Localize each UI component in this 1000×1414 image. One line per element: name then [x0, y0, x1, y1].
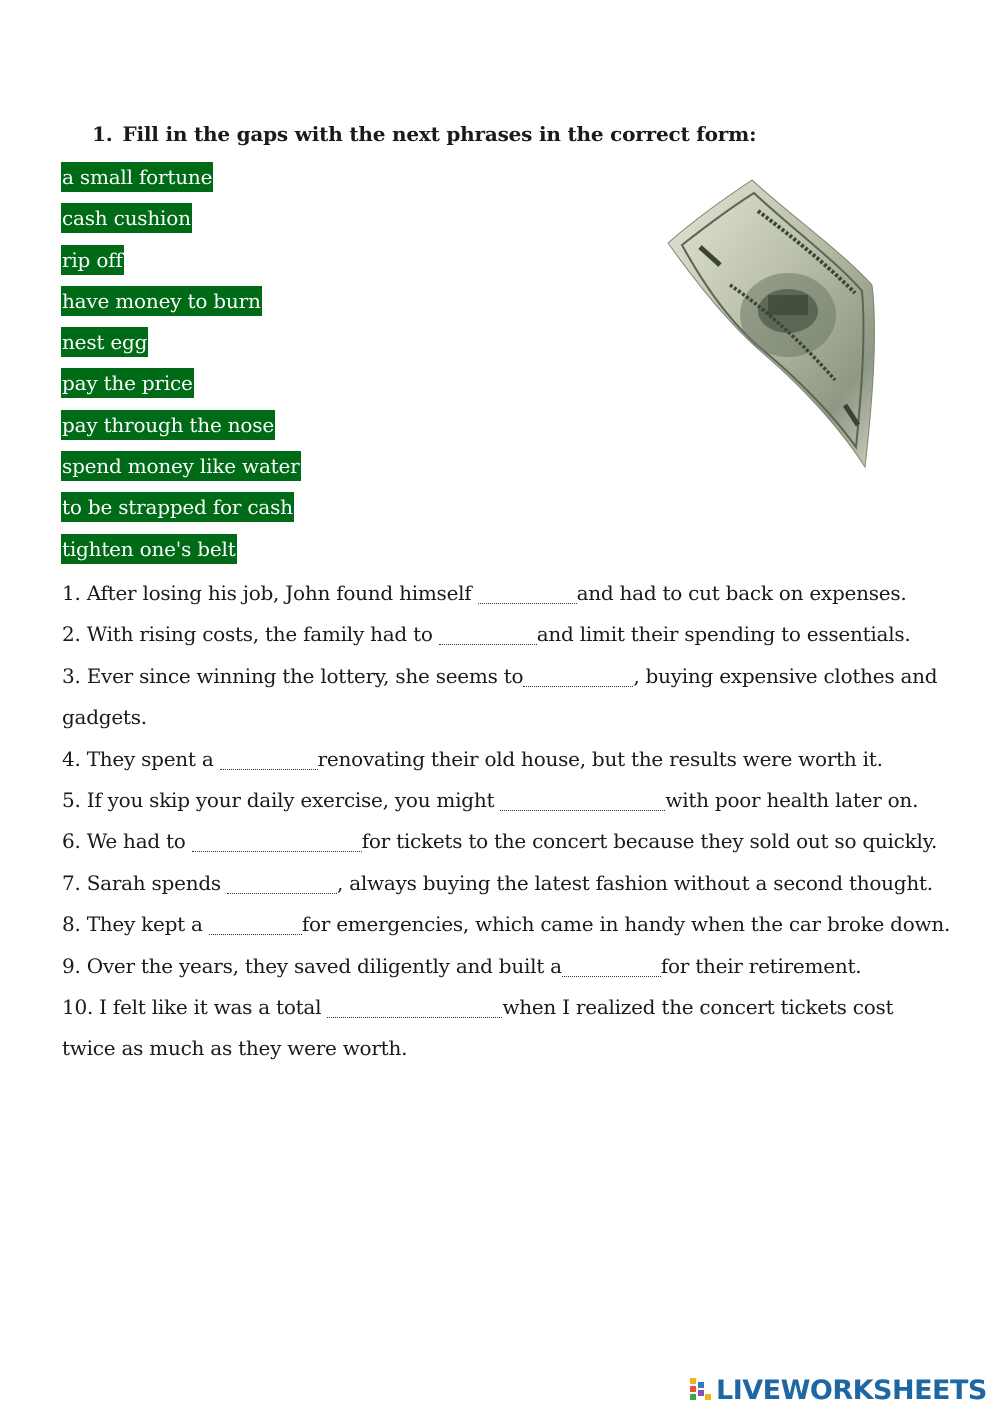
phrase-item	[61, 162, 301, 203]
phrase-highlight: a small fortune	[61, 162, 213, 192]
sentence-text-before: 9. Over the years, they saved diligently and built a	[62, 953, 562, 978]
answer-gap-input[interactable]	[209, 916, 302, 935]
phrase-item	[61, 451, 301, 492]
phrase-highlight: nest egg	[61, 327, 148, 357]
liveworksheets-logo	[690, 1374, 987, 1406]
sentence-text-after: when I realized the concert tickets cost twice as much as they were worth.	[62, 995, 894, 1061]
answer-gap-input[interactable]	[327, 999, 502, 1018]
sentence-list	[62, 573, 952, 1070]
phrase-highlight: pay the price	[61, 368, 194, 398]
phrase-item	[61, 286, 301, 327]
sentence-item	[62, 987, 952, 1070]
sentence-text-after: and had to cut back on expenses.	[576, 581, 907, 605]
sentence-text-before: 2. With rising costs, the family had to	[62, 622, 439, 647]
phrase-item	[61, 327, 301, 368]
phrase-highlight: have money to burn	[61, 286, 262, 316]
sentence-text-before: 1. After losing his job, John found himself	[62, 581, 478, 605]
phrase-highlight: spend money like water	[61, 451, 301, 481]
sentence-item	[62, 946, 952, 987]
banknote-image	[660, 175, 885, 475]
answer-gap-input[interactable]	[227, 875, 337, 894]
phrase-highlight: to be strapped for cash	[61, 492, 294, 522]
sentence-text-after: , always buying the latest fashion without a second thought.	[337, 870, 933, 895]
sentence-item	[62, 573, 952, 614]
answer-gap-input[interactable]	[478, 585, 577, 604]
liveworksheets-wordmark: LIVEWORKSHEETS	[716, 1374, 987, 1406]
exercise-instruction: Fill in the gaps with the next phrases in the correct form:	[122, 122, 757, 146]
phrase-highlight: rip off	[61, 245, 124, 275]
sentence-text-after: with poor health later on.	[665, 788, 919, 813]
sentence-text-after: and limit their spending to essentials.	[536, 622, 911, 647]
sentence-text-after: for their retirement.	[660, 953, 862, 978]
phrase-highlight: tighten one's belt	[61, 534, 237, 564]
answer-gap-input[interactable]	[562, 958, 661, 977]
phrase-item	[61, 492, 301, 533]
exercise-heading	[92, 122, 756, 146]
sentence-text-before: 5. If you skip your daily exercise, you might	[62, 788, 501, 813]
sentence-text-before: 6. We had to	[62, 829, 192, 854]
sentence-text-before: 3. Ever since winning the lottery, she seems to	[62, 663, 524, 688]
sentence-item	[62, 863, 952, 904]
sentence-text-after: for emergencies, which came in handy when the car broke down.	[301, 912, 951, 937]
sentence-item	[62, 614, 952, 655]
answer-gap-input[interactable]	[500, 792, 665, 811]
sentence-item	[62, 780, 952, 821]
sentence-item	[62, 739, 952, 780]
phrase-item	[61, 410, 301, 451]
phrase-item	[61, 245, 301, 286]
phrase-highlight: cash cushion	[61, 203, 192, 233]
sentence-text-after: renovating their old house, but the results were worth it.	[317, 746, 883, 771]
sentence-text-after: , buying expensive clothes and gadgets.	[62, 663, 938, 730]
phrase-item	[61, 534, 301, 575]
sentence-text-before: 10. I felt like it was a total	[62, 995, 328, 1020]
sentence-item	[62, 821, 952, 862]
sentence-text-before: 7. Sarah spends	[62, 870, 227, 895]
exercise-number: 1.	[92, 122, 113, 146]
phrase-list	[61, 162, 301, 575]
sentence-item	[62, 904, 952, 945]
sentence-text-before: 4. They spent a	[62, 746, 220, 771]
liveworksheets-grid-icon	[690, 1378, 712, 1402]
sentence-text-before: 8. They kept a	[62, 912, 209, 937]
answer-gap-input[interactable]	[192, 833, 362, 852]
sentence-item	[62, 656, 952, 739]
sentence-text-after: for tickets to the concert because they sold out so quickly.	[361, 829, 938, 854]
answer-gap-input[interactable]	[523, 668, 633, 687]
phrase-highlight: pay through the nose	[61, 410, 275, 440]
phrase-item	[61, 203, 301, 244]
answer-gap-input[interactable]	[220, 751, 318, 770]
answer-gap-input[interactable]	[439, 626, 537, 645]
phrase-item	[61, 368, 301, 409]
